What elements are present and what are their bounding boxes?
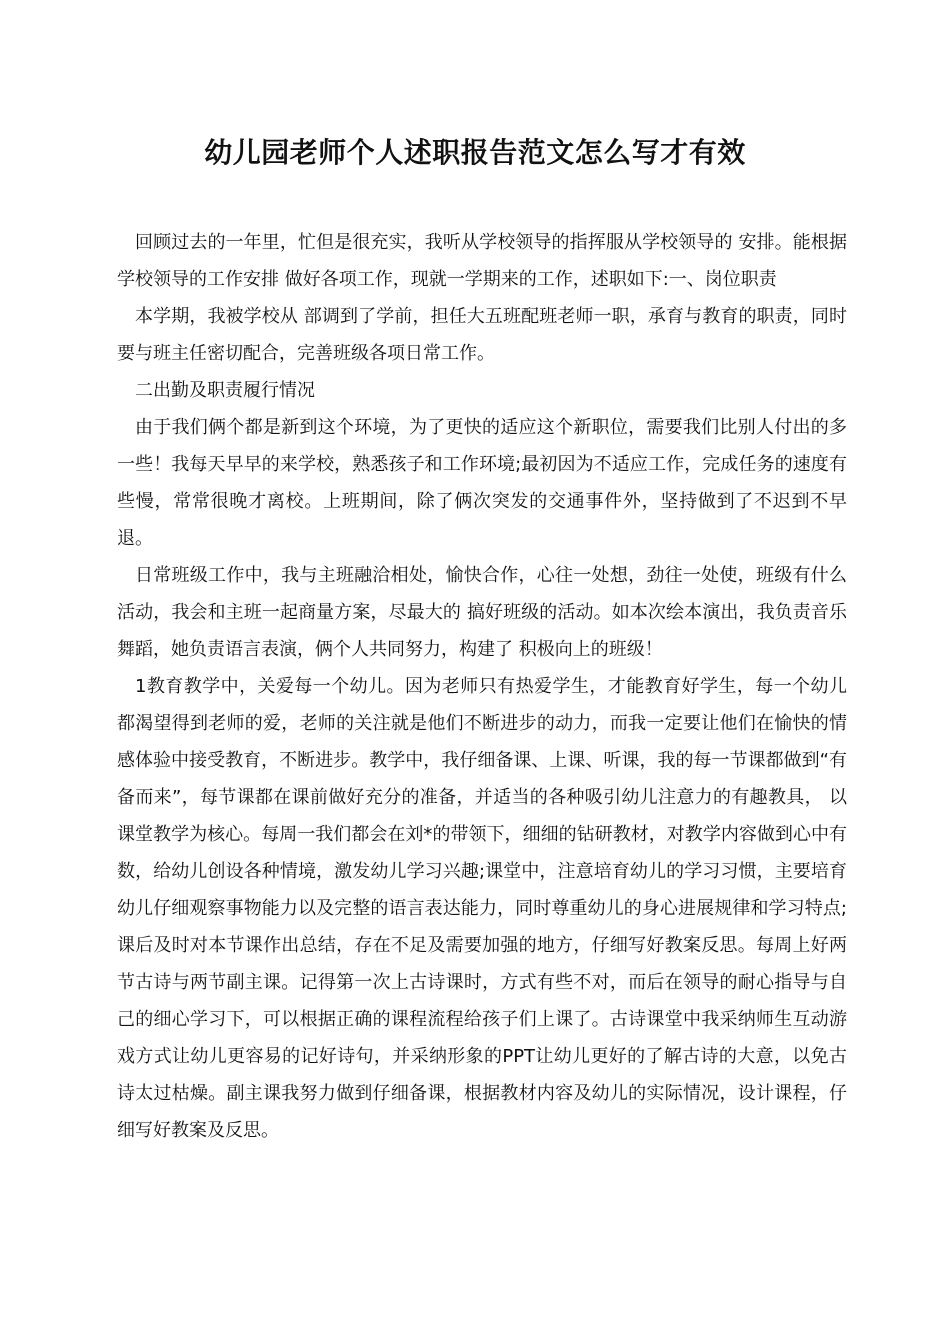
paragraph-intro: 回顾过去的一年里，忙但是很充实，我听从学校领导的指挥服从学校领导的 安排。能根据学校领导的工作安排 做好各项工作，现就一学期来的工作，述职如下:一、岗位职责 [117, 232, 847, 290]
paragraph-attendance: 由于我们俩个都是新到这个环境，为了更快的适应这个新职位，需要我们比别人付出的多一些！我每天早早的来学校，熟悉孩子和工作环境;最初因为不适应工作，完成任务的速度有些慢，常常很晚才离校。上班期间，除了俩次突发的交通事件外，坚持做到了不迟到不早退。 [117, 417, 847, 549]
paragraph-daily-class-work: 日常班级工作中，我与主班融洽相处，愉快合作，心往一处想，劲往一处使，班级有什么活动，我会和主班一起商量方案，尽最大的 搞好班级的活动。如本次绘本演出，我负责音乐舞蹈，她负责语言表演，俩个人共同努力，构建了 积极向上的班级！ [117, 565, 847, 660]
section-heading-attendance: 二出勤及职责履行情况 [135, 380, 315, 401]
document-title: 幼儿园老师个人述职报告范文怎么写才有效 [204, 136, 746, 169]
document-body [117, 224, 847, 1149]
paragraph-semester-role: 本学期，我被学校从 部调到了学前，担任大五班配班老师一职，承育与教育的职责，同时要与班主任密切配合，完善班级各项日常工作。 [117, 306, 847, 364]
paragraph-teaching: 1教育教学中，关爱每一个幼儿。因为老师只有热爱学生，才能教育好学生，每一个幼儿都渴望得到老师的爱，老师的关注就是他们不断进步的动力，而我一定要让他们在愉快的情感体验中接受教育，不断进步。教学中，我仔细备课、上课、听课，我的每一节课都做到“有备而来”，每节课都在课前做好充分的准备，并适当的各种吸引幼儿注意力的有趣教具， 以课堂教学为核心。每周一我们都会在刘*的带领下，细细的钻研教材，对教学内容做到心中有数，给幼儿创设各种情境，激发幼儿学习兴趣;课堂中，注意培育幼儿的学习习惯，主要培育幼儿仔细观察事物能力以及完整的语言表达能力，同时尊重幼儿的身心进展规律和学习特点;课后及时对本节课作出总结，存在不足及需要加强的地方，仔细写好教案反思。每周上好两节古诗与两节副主课。记得第一次上古诗课时，方式有些不对，而后在领导的耐心指导与自己的细心学习下，可以根据正确的课程流程给孩子们上课了。古诗课堂中我采纳师生互动游戏方式让幼儿更容易的记好诗句，并采纳形象的PPT让幼儿更好的了解古诗的大意，以免古诗太过枯燥。副主课我努力做到仔细备课，根据教材内容及幼儿的实际情况，设计课程，仔细写好教案及反思。 [117, 676, 847, 1141]
